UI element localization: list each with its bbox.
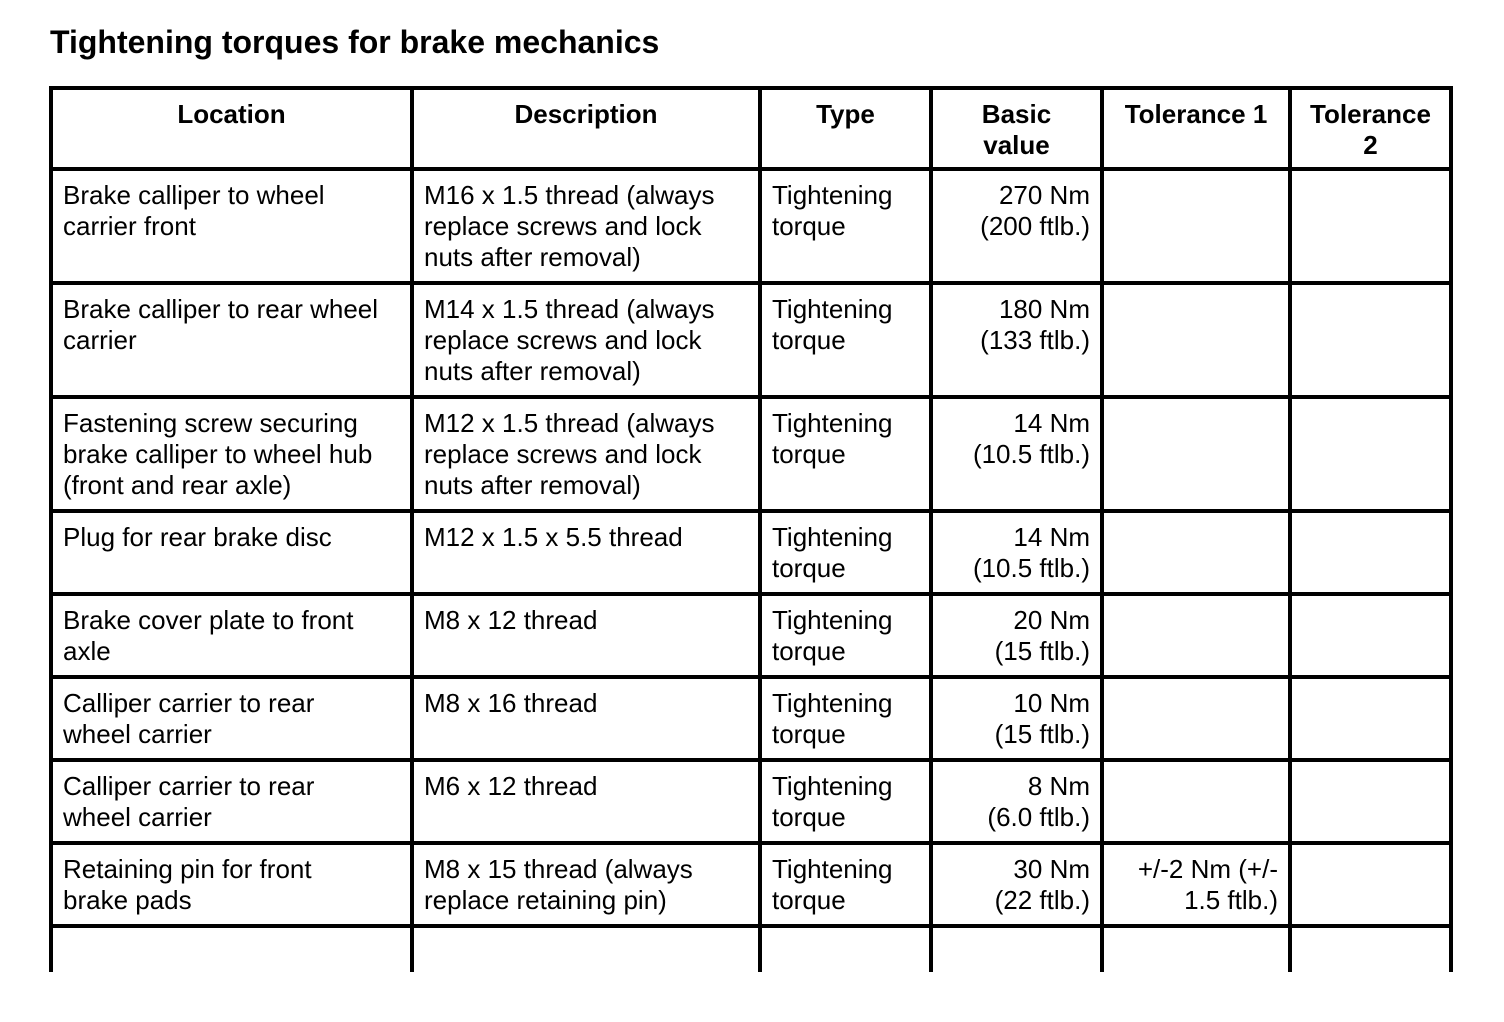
cell-basic-value: 8 Nm (6.0 ftlb.) [931, 760, 1102, 843]
cell-description: M8 x 12 thread [412, 594, 760, 677]
cell-tolerance-2 [1290, 677, 1451, 760]
cell-tolerance-1 [1102, 397, 1290, 511]
header-tolerance-2: Tolerance 2 [1290, 88, 1451, 169]
header-location: Location [51, 88, 412, 169]
cell-basic-value: 270 Nm (200 ftlb.) [931, 169, 1102, 283]
cell-tolerance-1 [1102, 511, 1290, 594]
cell-location: Retaining pin for front brake pads [51, 843, 412, 926]
cell-description: M12 x 1.5 thread (always replace screws and lock nuts after removal) [412, 397, 760, 511]
cell-basic-value: 14 Nm (10.5 ftlb.) [931, 511, 1102, 594]
cell-type: Tightening torque [760, 677, 931, 760]
table-row [51, 397, 1451, 511]
cell-description: M14 x 1.5 thread (always replace screws and lock nuts after removal) [412, 283, 760, 397]
cell-description: M12 x 1.5 x 5.5 thread [412, 511, 760, 594]
cell-tolerance-1 [1102, 283, 1290, 397]
table-row [51, 169, 1451, 283]
cell-empty [931, 926, 1102, 972]
cell-type: Tightening torque [760, 283, 931, 397]
cell-tolerance-2 [1290, 594, 1451, 677]
cell-type: Tightening torque [760, 397, 931, 511]
cell-location: Brake cover plate to front axle [51, 594, 412, 677]
cell-tolerance-1 [1102, 594, 1290, 677]
cell-type: Tightening torque [760, 760, 931, 843]
cell-type: Tightening torque [760, 843, 931, 926]
cell-tolerance-1 [1102, 677, 1290, 760]
header-description: Description [412, 88, 760, 169]
cell-location: Fastening screw securing brake calliper to wheel hub (front and rear axle) [51, 397, 412, 511]
header-basic-value: Basic value [931, 88, 1102, 169]
table-row [51, 843, 1451, 926]
cell-type: Tightening torque [760, 511, 931, 594]
cell-basic-value: 14 Nm (10.5 ftlb.) [931, 397, 1102, 511]
cell-empty [51, 926, 412, 972]
torque-table [49, 86, 1453, 972]
cell-description: M6 x 12 thread [412, 760, 760, 843]
cell-location: Calliper carrier to rear wheel carrier [51, 760, 412, 843]
document-title: Tightening torques for brake mechanics [50, 24, 660, 60]
cell-description: M8 x 15 thread (always replace retaining pin) [412, 843, 760, 926]
table-row [51, 283, 1451, 397]
cell-location: Plug for rear brake disc [51, 511, 412, 594]
cell-empty [760, 926, 931, 972]
cell-tolerance-1 [1102, 169, 1290, 283]
cell-type: Tightening torque [760, 594, 931, 677]
table-header-row [51, 88, 1451, 169]
cell-description: M8 x 16 thread [412, 677, 760, 760]
header-type: Type [760, 88, 931, 169]
table-row [51, 760, 1451, 843]
cell-type: Tightening torque [760, 169, 931, 283]
table-row [51, 511, 1451, 594]
cell-location: Calliper carrier to rear wheel carrier [51, 677, 412, 760]
cell-empty [1102, 926, 1290, 972]
header-tolerance-1: Tolerance 1 [1102, 88, 1290, 169]
cell-basic-value: 20 Nm (15 ftlb.) [931, 594, 1102, 677]
cell-tolerance-2 [1290, 843, 1451, 926]
cell-empty [1290, 926, 1451, 972]
cell-description: M16 x 1.5 thread (always replace screws and lock nuts after removal) [412, 169, 760, 283]
cell-tolerance-1 [1102, 760, 1290, 843]
cell-tolerance-2 [1290, 169, 1451, 283]
cell-tolerance-2 [1290, 283, 1451, 397]
cell-basic-value: 180 Nm (133 ftlb.) [931, 283, 1102, 397]
cell-empty [412, 926, 760, 972]
table-row-empty [51, 926, 1451, 972]
cell-tolerance-2 [1290, 511, 1451, 594]
cell-location: Brake calliper to wheel carrier front [51, 169, 412, 283]
table-row [51, 677, 1451, 760]
cell-tolerance-2 [1290, 397, 1451, 511]
cell-basic-value: 30 Nm (22 ftlb.) [931, 843, 1102, 926]
cell-tolerance-2 [1290, 760, 1451, 843]
table-row [51, 594, 1451, 677]
cell-basic-value: 10 Nm (15 ftlb.) [931, 677, 1102, 760]
cell-tolerance-1: +/-2 Nm (+/- 1.5 ftlb.) [1102, 843, 1290, 926]
cell-location: Brake calliper to rear wheel carrier [51, 283, 412, 397]
